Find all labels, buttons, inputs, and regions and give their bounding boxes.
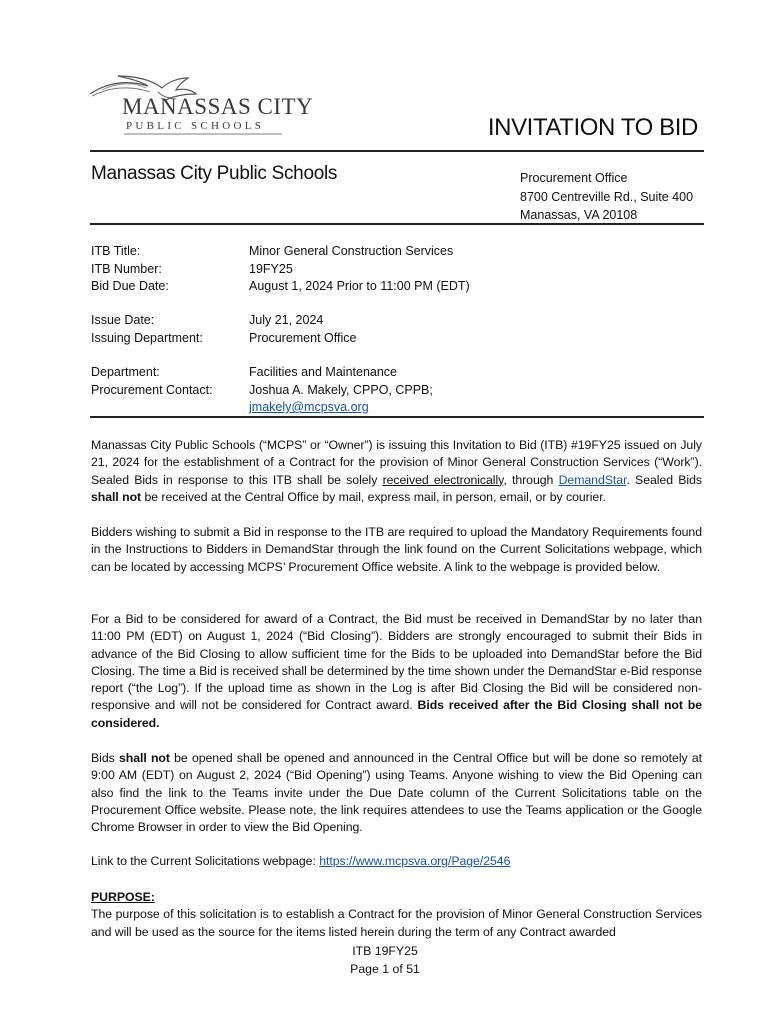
meta-value: July 21, 2024 <box>249 313 324 327</box>
solicitations-link[interactable]: https://www.mcpsva.org/Page/2546 <box>319 854 511 868</box>
late-bids-notice: Bids received after the Bid Closing shall not be considered. <box>91 698 702 730</box>
logo-name: MANASSAS CITY <box>122 94 314 119</box>
document-title: INVITATION TO BID <box>487 114 698 141</box>
header-divider <box>90 223 704 225</box>
purpose-section <box>91 889 702 941</box>
purpose-heading: PURPOSE: <box>91 890 155 904</box>
meta-row <box>91 278 470 296</box>
office-address <box>520 169 693 225</box>
paragraph-text: . Sealed Bids <box>626 472 702 487</box>
paragraph-text: be opened shall be opened and announced in the Central Office but will be done so remotely at 9:00 AM (EDT) on August 2, 2024 (“Bid Opening”) using Teams. Anyone wishing to view the Bid Opening can also find the link to the Teams invite under the Due Date column of the Current Solicitations table on the Procurement Office website. Please note, the link requires attendees to use the Teams application or the Google Chrome Browser in order to view the Bid Opening. <box>91 751 702 835</box>
meta-label: ITB Title: <box>91 244 141 258</box>
office-line: Procurement Office <box>520 171 628 185</box>
purpose-text: The purpose of this solicitation is to establish a Contract for the provision of Minor General Construction Services and will be used as the source for the items listed herein during the term of any Contract awarded <box>91 907 702 939</box>
meta-value: Joshua A. Makely, CPPO, CPPB; <box>249 382 433 397</box>
office-line: Manassas, VA 20108 <box>520 208 638 222</box>
contact-email-link[interactable]: jmakely@mcpsva.org <box>249 400 369 414</box>
shall-not-text: shall not <box>118 751 170 765</box>
title-divider <box>90 150 704 152</box>
meta-label: Procurement Contact: <box>91 382 213 397</box>
footer-doc-id: ITB 19FY25 <box>352 944 418 958</box>
meta-value: Procurement Office <box>249 330 357 345</box>
logo-subtitle: PUBLIC SCHOOLS <box>126 120 265 132</box>
meta-row <box>91 330 356 348</box>
paragraph-bid-opening <box>91 750 702 836</box>
paragraph-link <box>91 853 702 870</box>
meta-label: Issuing Department: <box>91 330 203 345</box>
info-divider <box>90 416 704 418</box>
office-line: 8700 Centreville Rd., Suite 400 <box>520 189 694 204</box>
meta-label: Issue Date: <box>91 313 155 327</box>
meta-value: Minor General Construction Services <box>249 244 454 258</box>
paragraph-text: be received at the Central Office by mail, express mail, in person, email, or by courier. <box>141 489 606 504</box>
contact-info-block <box>91 364 433 417</box>
meta-label: Bid Due Date: <box>91 279 169 293</box>
shall-not-text: shall not <box>91 489 142 504</box>
paragraph-text: , through <box>503 472 559 487</box>
paragraph-text: Manassas City Public Schools (“MCPS” or “Owner”) is issuing this Invitation to Bid (ITB) #19FY25 issued on July 21, 2024 for the establishment of a Contract for the provision of Minor General Construction Services (“Work”). Sealed Bids in response to this ITB shall be solely <box>91 438 702 487</box>
meta-value: August 1, 2024 Prior to 11:00 PM (EDT) <box>249 279 470 293</box>
paragraph-text: For a Bid to be considered for award of a Contract, the Bid must be received in DemandStar by no later than 11:00 PM (EDT) on August 1, 2024 (“Bid Closing”). Bidders are strongly encouraged to submit their Bids in advance of the Bid Closing to allow sufficient time for the Bids to be uploaded into DemandStar before the Bid Closing. The time a Bid is received shall be determined by the time shown under the DemandStar e-Bid response report (“the Log”). If the upload time as shown in the Log is after Bid Closing the Bid will be considered non-responsive and will not be considered for Contract award. <box>91 612 702 713</box>
issue-info-block <box>91 312 356 347</box>
received-electronically-text: received electronically <box>382 472 504 487</box>
meta-value: 19FY25 <box>249 261 293 276</box>
paragraph-intro <box>91 437 702 506</box>
paragraph-requirements <box>91 524 702 576</box>
itb-info-block <box>91 243 470 296</box>
meta-row <box>91 399 433 417</box>
meta-value: Facilities and Maintenance <box>249 365 397 379</box>
paragraph-text: Link to the Current Solicitations webpage: <box>91 854 320 868</box>
meta-row <box>91 261 470 279</box>
footer-page-number: Page 1 of 51 <box>350 962 420 976</box>
meta-row <box>91 364 433 382</box>
meta-row <box>91 382 433 400</box>
meta-row <box>91 312 356 330</box>
paragraph-bid-closing <box>91 611 702 732</box>
meta-row <box>91 243 470 261</box>
demandstar-link[interactable]: DemandStar <box>558 472 627 487</box>
paragraph-text: Bidders wishing to submit a Bid in response to the ITB are required to upload the Mandatory Requirements found in the Instructions to Bidders in DemandStar through the link found on the Current Solicitations webpage, which can be located by accessing MCPS’ Procurement Office website. A link to the webpage is provided below. <box>91 525 702 574</box>
meta-label: Department: <box>91 365 160 379</box>
school-logo <box>88 72 314 138</box>
paragraph-text: Bids <box>91 751 119 765</box>
organization-name: Manassas City Public Schools <box>91 163 338 184</box>
meta-label: ITB Number: <box>91 261 162 276</box>
